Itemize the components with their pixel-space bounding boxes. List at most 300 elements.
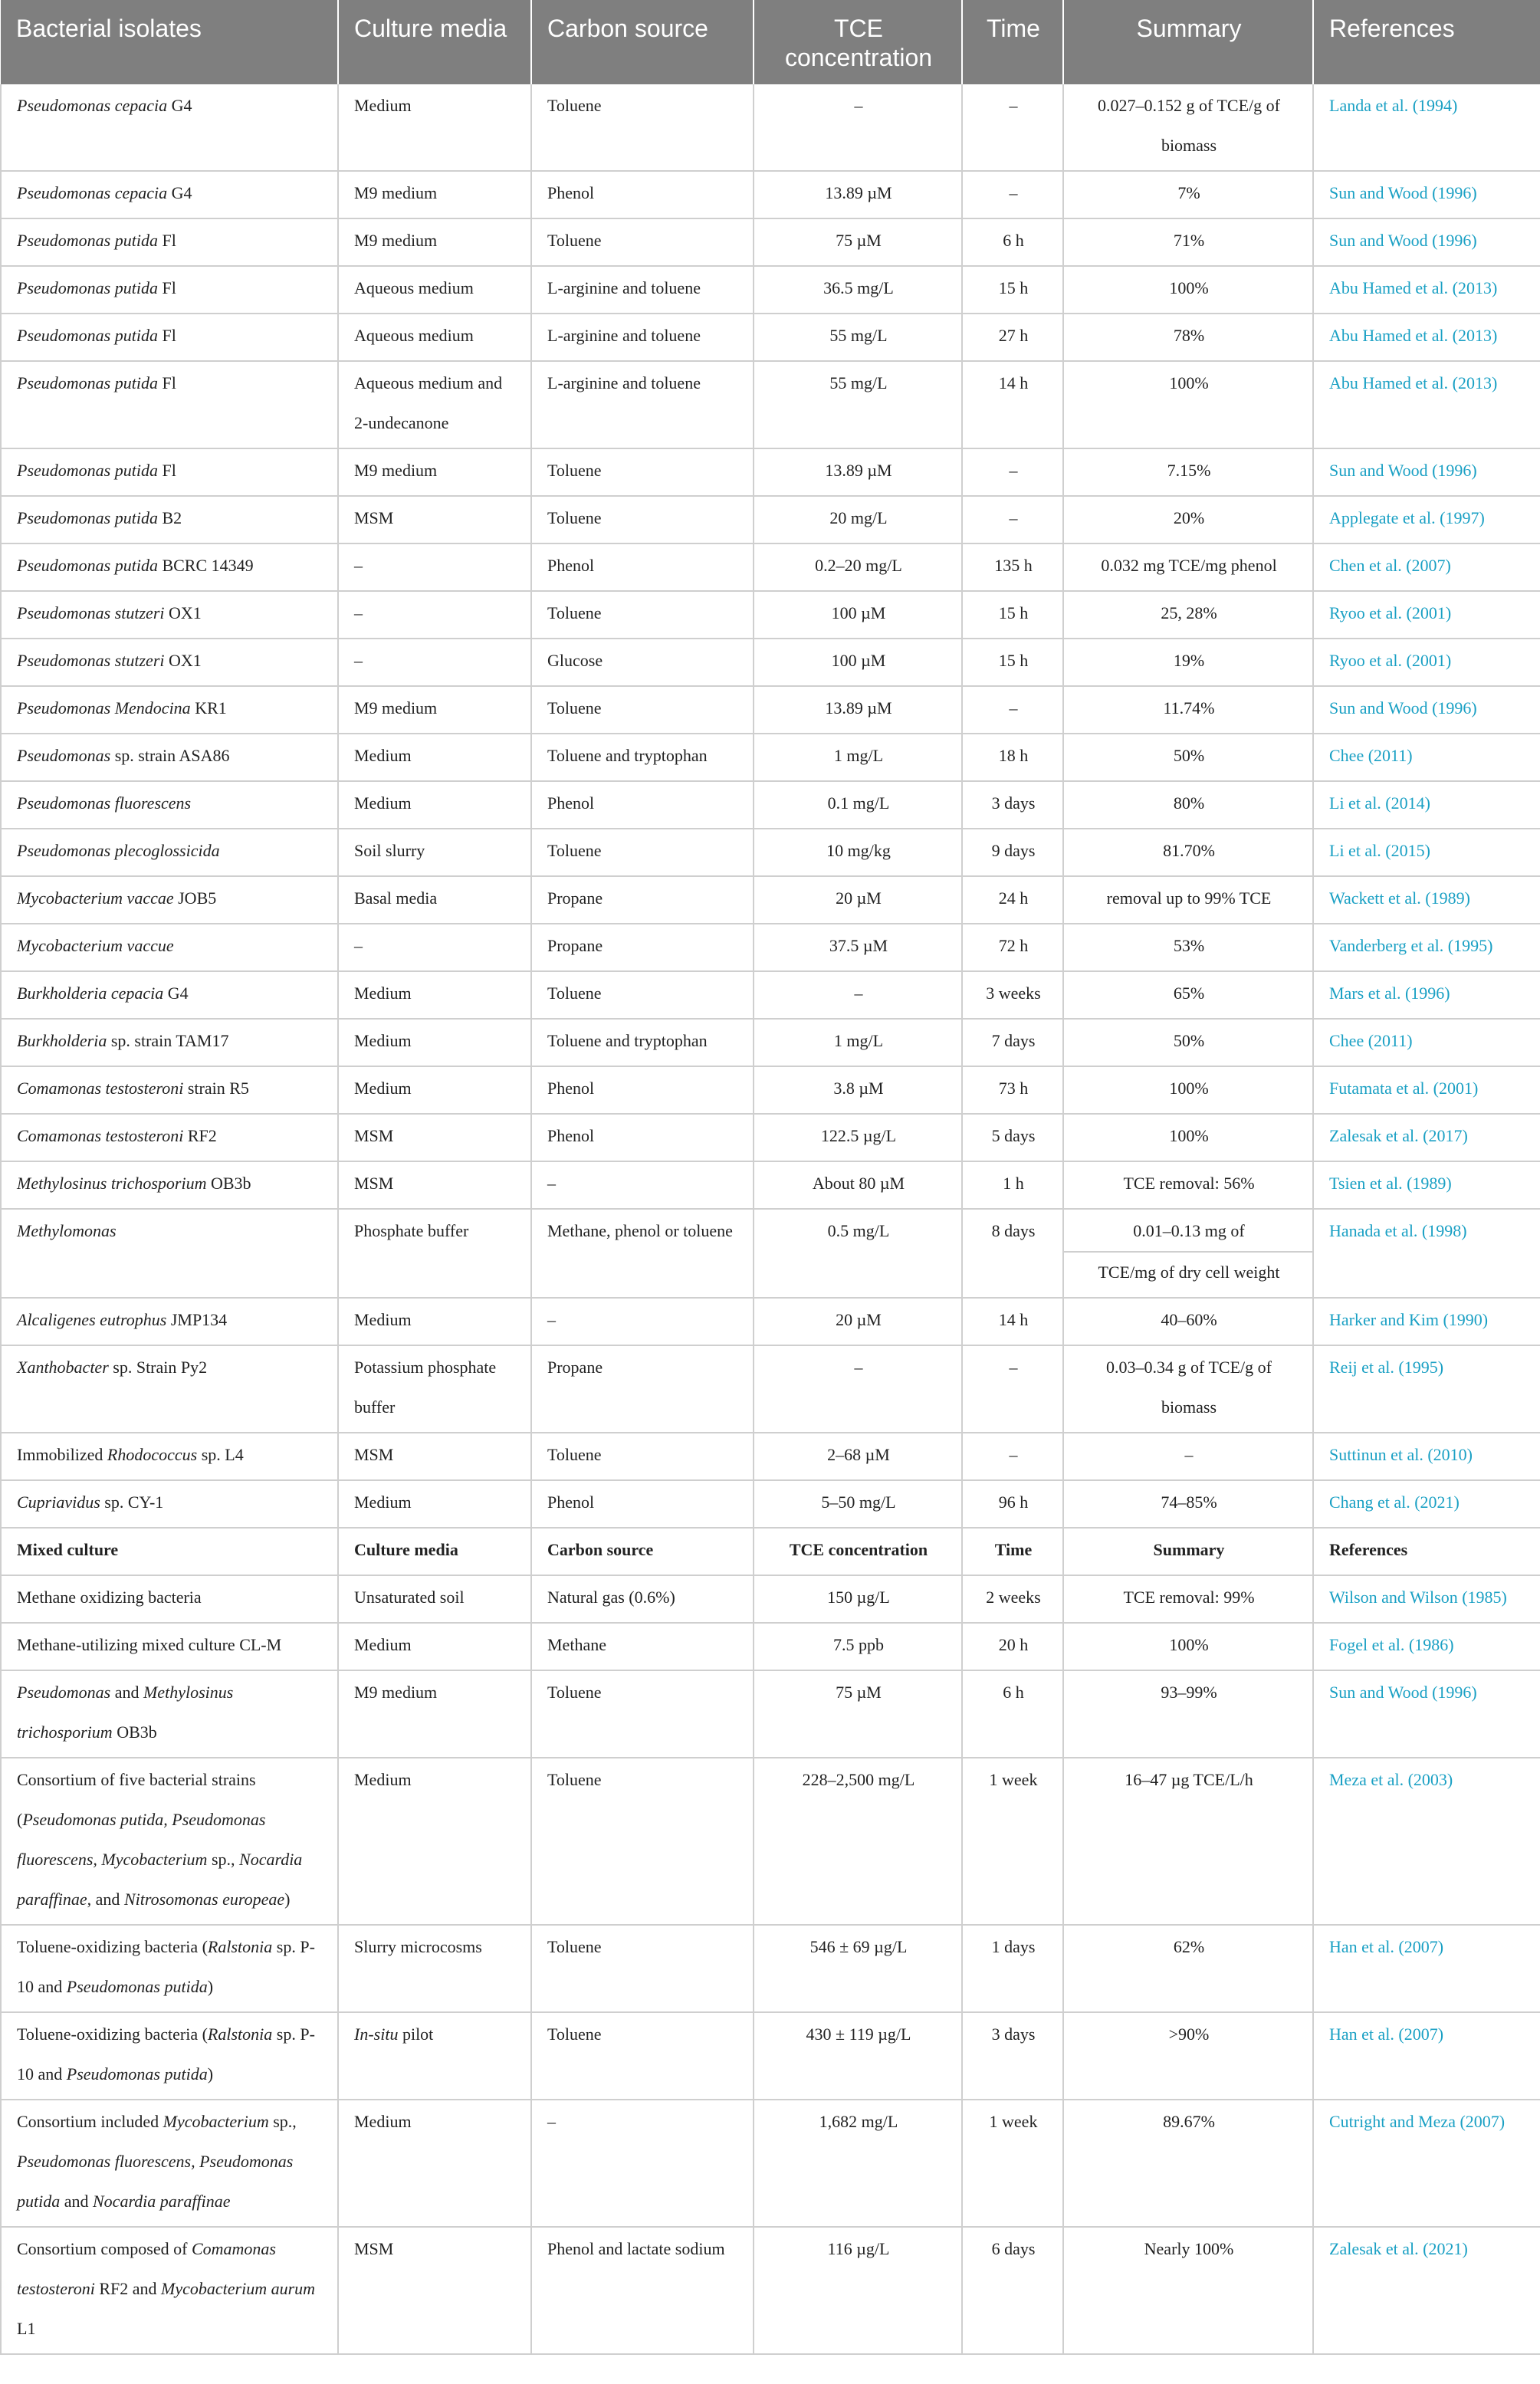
time-cell xyxy=(962,1433,1063,1480)
tce-cell xyxy=(754,1480,962,1528)
tce-text: 546 ± 69 µg/L xyxy=(809,1937,908,1956)
tce-cell xyxy=(754,1209,962,1298)
reference-link[interactable] xyxy=(1313,876,1540,924)
media-cell xyxy=(338,1758,531,1925)
summary-text: 50% xyxy=(1173,746,1205,765)
isolate-cell xyxy=(1,84,338,171)
subheader-media xyxy=(338,1528,531,1575)
reference-link[interactable] xyxy=(1313,971,1540,1019)
media-text: Basal media xyxy=(354,888,438,908)
table-row xyxy=(1,734,1540,781)
media-cell xyxy=(338,1066,531,1114)
carbon-text: Phenol xyxy=(547,183,595,202)
reference-text: Futamata et al. (2001) xyxy=(1329,1079,1479,1098)
reference-link[interactable] xyxy=(1313,1480,1540,1528)
reference-text: Ryoo et al. (2001) xyxy=(1329,651,1452,670)
time-text: 2 weeks xyxy=(986,1588,1041,1607)
tce-text: 0.1 mg/L xyxy=(827,793,890,813)
header-time: Time xyxy=(962,0,1063,84)
isolate-cell xyxy=(1,314,338,361)
summary-text: 100% xyxy=(1169,1126,1209,1145)
reference-link[interactable] xyxy=(1313,829,1540,876)
time-cell xyxy=(962,829,1063,876)
carbon-cell xyxy=(531,1114,754,1161)
summary-text: removal up to 99% TCE xyxy=(1106,888,1272,908)
reference-text: Vanderberg et al. (1995) xyxy=(1329,936,1493,955)
media-cell xyxy=(338,1670,531,1758)
reference-link[interactable] xyxy=(1313,543,1540,591)
reference-link[interactable] xyxy=(1313,1019,1540,1066)
reference-link[interactable] xyxy=(1313,1925,1540,2012)
carbon-cell xyxy=(531,829,754,876)
isolate-cell xyxy=(1,781,338,829)
reference-link[interactable] xyxy=(1313,314,1540,361)
time-text: – xyxy=(1009,508,1018,527)
carbon-cell xyxy=(531,448,754,496)
media-cell xyxy=(338,496,531,543)
time-cell xyxy=(962,1114,1063,1161)
reference-link[interactable] xyxy=(1313,448,1540,496)
time-cell xyxy=(962,1925,1063,2012)
summary-cell xyxy=(1063,734,1313,781)
table-row xyxy=(1,84,1540,171)
summary-text: 81.70% xyxy=(1163,841,1215,860)
tce-text: 0.2–20 mg/L xyxy=(815,556,902,575)
summary-cell xyxy=(1063,1480,1313,1528)
carbon-text: Natural gas (0.6%) xyxy=(547,1588,675,1607)
carbon-cell xyxy=(531,1670,754,1758)
mixed-culture-cell: Consortium composed of Comamonas testosteroni RF2 and Mycobacterium aurum L1 xyxy=(1,2227,338,2354)
tce-cell xyxy=(754,1670,962,1758)
summary-text: 0.032 mg TCE/mg phenol xyxy=(1101,556,1277,575)
media-cell xyxy=(338,314,531,361)
reference-link[interactable] xyxy=(1313,1161,1540,1209)
media-cell xyxy=(338,1623,531,1670)
table-row xyxy=(1,1019,1540,1066)
tce-text: 1 mg/L xyxy=(833,1031,884,1050)
time-cell xyxy=(962,2227,1063,2354)
time-text: 8 days xyxy=(991,1221,1036,1240)
carbon-cell xyxy=(531,591,754,639)
carbon-cell xyxy=(531,496,754,543)
reference-link[interactable] xyxy=(1313,496,1540,543)
time-cell xyxy=(962,496,1063,543)
media-cell xyxy=(338,1209,531,1298)
reference-link[interactable] xyxy=(1313,84,1540,171)
summary-line xyxy=(1079,1253,1299,1292)
reference-link[interactable] xyxy=(1313,1575,1540,1623)
carbon-text: – xyxy=(547,1310,556,1329)
carbon-cell xyxy=(531,876,754,924)
summary-text: 0.03–0.34 g of TCE/g of biomass xyxy=(1106,1358,1272,1417)
time-cell xyxy=(962,266,1063,314)
media-text: Phosphate buffer xyxy=(354,1221,469,1240)
reference-link[interactable] xyxy=(1313,591,1540,639)
carbon-text: Propane xyxy=(547,1358,603,1377)
carbon-cell xyxy=(531,218,754,266)
tce-cell xyxy=(754,1298,962,1345)
carbon-cell xyxy=(531,2227,754,2354)
table-row xyxy=(1,266,1540,314)
isolate-strain: Fl xyxy=(157,326,176,345)
time-text: 1 h xyxy=(1003,1174,1024,1193)
tce-cell xyxy=(754,781,962,829)
tce-cell xyxy=(754,1433,962,1480)
summary-text: 93–99% xyxy=(1161,1683,1217,1702)
isolate-cell xyxy=(1,1114,338,1161)
media-cell xyxy=(338,1345,531,1433)
table-row xyxy=(1,1433,1540,1480)
tce-text: 55 mg/L xyxy=(829,326,888,345)
tce-text: 1 mg/L xyxy=(833,746,884,765)
summary-cell xyxy=(1063,2100,1313,2227)
summary-text: 53% xyxy=(1173,936,1205,955)
time-text: 5 days xyxy=(991,1126,1036,1145)
summary-cell xyxy=(1063,1209,1313,1298)
mixed-culture-cell: Consortium of five bacterial strains (Pseudomonas putida, Pseudomonas fluorescens, Mycobacterium sp., Nocardia paraffinae, and Nitrosomonas europeae) xyxy=(1,1758,338,1925)
time-cell xyxy=(962,84,1063,171)
media-text: Aqueous medium xyxy=(354,326,474,345)
reference-link[interactable] xyxy=(1313,639,1540,686)
reference-text: Abu Hamed et al. (2013) xyxy=(1329,326,1498,345)
tce-text: 1,682 mg/L xyxy=(819,2112,898,2131)
reference-link[interactable] xyxy=(1313,924,1540,971)
isolate-name: Alcaligenes eutrophus xyxy=(17,1310,167,1329)
media-cell xyxy=(338,1480,531,1528)
media-cell xyxy=(338,924,531,971)
carbon-text: L-arginine and toluene xyxy=(547,373,701,392)
tce-text: 20 µM xyxy=(836,1310,882,1329)
table-row xyxy=(1,1298,1540,1345)
summary-text: 74–85% xyxy=(1161,1492,1217,1512)
isolate-name: Rhodococcus xyxy=(107,1445,198,1464)
isolate-name: Comamonas testosteroni xyxy=(17,1126,184,1145)
summary-cell xyxy=(1063,1575,1313,1623)
reference-link[interactable] xyxy=(1313,1670,1540,1758)
media-cell xyxy=(338,361,531,448)
media-text: Medium xyxy=(354,983,412,1003)
summary-cell xyxy=(1063,84,1313,171)
table-row xyxy=(1,829,1540,876)
media-cell xyxy=(338,686,531,734)
summary-cell xyxy=(1063,1623,1313,1670)
time-cell xyxy=(962,876,1063,924)
isolate-cell xyxy=(1,591,338,639)
tce-cell xyxy=(754,686,962,734)
time-cell xyxy=(962,361,1063,448)
isolate-cell xyxy=(1,171,338,218)
subheader-refs xyxy=(1313,1528,1540,1575)
summary-cell xyxy=(1063,1345,1313,1433)
summary-cell xyxy=(1063,171,1313,218)
isolate-strain: sp. strain TAM17 xyxy=(107,1031,229,1050)
subheader-text: Carbon source xyxy=(547,1540,654,1559)
subheader-text: Mixed culture xyxy=(17,1540,119,1559)
isolate-name: Xanthobacter xyxy=(17,1358,109,1377)
isolate-cell xyxy=(1,496,338,543)
carbon-cell xyxy=(531,1345,754,1433)
time-cell xyxy=(962,1161,1063,1209)
summary-cell xyxy=(1063,1161,1313,1209)
summary-cell xyxy=(1063,971,1313,1019)
isolate-name: Mycobacterium vaccae xyxy=(17,888,174,908)
reference-text: Chen et al. (2007) xyxy=(1329,556,1451,575)
time-text: 7 days xyxy=(991,1031,1036,1050)
time-text: 24 h xyxy=(998,888,1029,908)
summary-text: 0.01–0.13 mg of xyxy=(1133,1221,1245,1240)
summary-text: 71% xyxy=(1173,231,1205,250)
tce-text: 100 µM xyxy=(831,603,886,622)
table-row xyxy=(1,171,1540,218)
media-text: MSM xyxy=(354,508,394,527)
table-row xyxy=(1,218,1540,266)
summary-cell xyxy=(1063,924,1313,971)
reference-text: Abu Hamed et al. (2013) xyxy=(1329,278,1498,297)
media-cell xyxy=(338,734,531,781)
reference-text: Chee (2011) xyxy=(1329,746,1413,765)
tce-text: About 80 µM xyxy=(812,1174,905,1193)
header-references: References xyxy=(1313,0,1540,84)
time-cell xyxy=(962,543,1063,591)
media-text: Medium xyxy=(354,746,412,765)
isolate-cell xyxy=(1,448,338,496)
tce-cell xyxy=(754,1758,962,1925)
reference-link[interactable] xyxy=(1313,1209,1540,1298)
time-text: 72 h xyxy=(998,936,1029,955)
reference-text: Zalesak et al. (2017) xyxy=(1329,1126,1468,1145)
isolate-name: Mycobacterium vaccue xyxy=(17,936,174,955)
reference-text: Suttinun et al. (2010) xyxy=(1329,1445,1473,1464)
time-cell xyxy=(962,314,1063,361)
tce-cell xyxy=(754,2012,962,2100)
summary-cell xyxy=(1063,639,1313,686)
reference-link[interactable] xyxy=(1313,1114,1540,1161)
isolate-name: Pseudomonas putida xyxy=(17,278,158,297)
media-text: Medium xyxy=(354,1770,412,1789)
time-cell xyxy=(962,686,1063,734)
carbon-text: Toluene xyxy=(547,698,602,717)
tce-text: 37.5 µM xyxy=(829,936,888,955)
time-text: 1 week xyxy=(989,1770,1038,1789)
tce-text: 20 µM xyxy=(836,888,882,908)
media-cell xyxy=(338,266,531,314)
reference-link[interactable] xyxy=(1313,2012,1540,2100)
tce-cell xyxy=(754,1019,962,1066)
reference-link[interactable] xyxy=(1313,171,1540,218)
media-text: M9 medium xyxy=(354,183,438,202)
table-row xyxy=(1,1925,1540,2012)
time-cell xyxy=(962,639,1063,686)
reference-text: Sun and Wood (1996) xyxy=(1329,183,1477,202)
time-text: – xyxy=(1009,461,1018,480)
summary-text: 7.15% xyxy=(1167,461,1211,480)
summary-text: – xyxy=(1184,1445,1194,1464)
media-text: Medium xyxy=(354,2112,412,2131)
media-cell xyxy=(338,543,531,591)
reference-link[interactable] xyxy=(1313,781,1540,829)
summary-cell xyxy=(1063,1019,1313,1066)
media-text: Potassium phosphate buffer xyxy=(354,1358,497,1417)
table-row xyxy=(1,639,1540,686)
table-row xyxy=(1,591,1540,639)
reference-link[interactable] xyxy=(1313,1298,1540,1345)
summary-cell xyxy=(1063,1925,1313,2012)
carbon-cell xyxy=(531,266,754,314)
tce-text: 75 µM xyxy=(836,1683,882,1702)
carbon-cell xyxy=(531,971,754,1019)
reference-link[interactable] xyxy=(1313,686,1540,734)
reference-link[interactable] xyxy=(1313,734,1540,781)
header-summary: Summary xyxy=(1063,0,1313,84)
table-row xyxy=(1,1066,1540,1114)
reference-text: Abu Hamed et al. (2013) xyxy=(1329,373,1498,392)
tce-cell xyxy=(754,171,962,218)
summary-cell xyxy=(1063,496,1313,543)
carbon-cell xyxy=(531,543,754,591)
isolate-cell xyxy=(1,1433,338,1480)
isolate-name: Pseudomonas putida xyxy=(17,556,158,575)
summary-text: 0.027–0.152 g of TCE/g of biomass xyxy=(1098,96,1280,155)
reference-text: Han et al. (2007) xyxy=(1329,1937,1444,1956)
carbon-cell xyxy=(531,361,754,448)
reference-link[interactable] xyxy=(1313,1066,1540,1114)
table-row xyxy=(1,876,1540,924)
isolate-cell xyxy=(1,924,338,971)
time-text: 9 days xyxy=(991,841,1036,860)
summary-text: TCE removal: 56% xyxy=(1123,1174,1255,1193)
tce-text: 122.5 µg/L xyxy=(820,1126,897,1145)
media-cell xyxy=(338,1161,531,1209)
table-row xyxy=(1,496,1540,543)
mixed-culture-cell: Toluene-oxidizing bacteria (Ralstonia sp. P-10 and Pseudomonas putida) xyxy=(1,1925,338,2012)
tce-cell xyxy=(754,876,962,924)
summary-text: 100% xyxy=(1169,1079,1209,1098)
media-cell xyxy=(338,781,531,829)
media-text: M9 medium xyxy=(354,698,438,717)
carbon-text: Propane xyxy=(547,888,603,908)
carbon-text: L-arginine and toluene xyxy=(547,278,701,297)
tce-text: 150 µg/L xyxy=(827,1588,890,1607)
media-text: Medium xyxy=(354,793,412,813)
carbon-text: Toluene xyxy=(547,1683,602,1702)
carbon-cell xyxy=(531,686,754,734)
reference-link[interactable] xyxy=(1313,1345,1540,1433)
media-cell xyxy=(338,971,531,1019)
isolate-cell xyxy=(1,361,338,448)
time-text: 15 h xyxy=(998,278,1029,297)
reference-link[interactable] xyxy=(1313,1623,1540,1670)
reference-link[interactable] xyxy=(1313,266,1540,314)
summary-cell xyxy=(1063,1433,1313,1480)
reference-link[interactable] xyxy=(1313,2227,1540,2354)
tce-cell xyxy=(754,1623,962,1670)
table-row xyxy=(1,781,1540,829)
reference-text: Applegate et al. (1997) xyxy=(1329,508,1485,527)
carbon-text: Phenol xyxy=(547,1079,595,1098)
time-cell xyxy=(962,924,1063,971)
isolate-name: Pseudomonas plecoglossicida xyxy=(17,841,220,860)
isolate-strain: Fl xyxy=(157,231,176,250)
isolate-name: Pseudomonas putida xyxy=(17,461,158,480)
reference-text: Tsien et al. (1989) xyxy=(1329,1174,1452,1193)
media-text: M9 medium xyxy=(354,461,438,480)
tce-text: 3.8 µM xyxy=(833,1079,884,1098)
time-cell xyxy=(962,781,1063,829)
tce-cell xyxy=(754,924,962,971)
isolate-strain: G4 xyxy=(167,183,192,202)
time-text: 14 h xyxy=(998,373,1029,392)
isolate-cell xyxy=(1,1298,338,1345)
subheader-text: Summary xyxy=(1153,1540,1225,1559)
isolate-prefix: Immobilized xyxy=(17,1445,107,1464)
media-text: M9 medium xyxy=(354,231,438,250)
tce-text: 7.5 ppb xyxy=(833,1635,884,1654)
reference-text: Sun and Wood (1996) xyxy=(1329,1683,1477,1702)
media-cell xyxy=(338,2100,531,2227)
subheader-time xyxy=(962,1528,1063,1575)
isolate-name: Pseudomonas putida xyxy=(17,326,158,345)
reference-text: Cutright and Meza (2007) xyxy=(1329,2112,1506,2131)
reference-text: Hanada et al. (1998) xyxy=(1329,1221,1467,1240)
reference-link[interactable] xyxy=(1313,2100,1540,2227)
media-text: Medium xyxy=(354,1635,412,1654)
carbon-text: Toluene xyxy=(547,983,602,1003)
isolate-strain: strain R5 xyxy=(183,1079,249,1098)
media-text: Medium xyxy=(354,1079,412,1098)
isolate-cell xyxy=(1,686,338,734)
reference-text: Han et al. (2007) xyxy=(1329,2024,1444,2044)
time-text: 73 h xyxy=(998,1079,1029,1098)
summary-cell xyxy=(1063,1670,1313,1758)
reference-text: Harker and Kim (1990) xyxy=(1329,1310,1489,1329)
reference-link[interactable] xyxy=(1313,1433,1540,1480)
summary-cell xyxy=(1063,448,1313,496)
media-text: M9 medium xyxy=(354,1683,438,1702)
time-text: – xyxy=(1009,1358,1018,1377)
media-cell xyxy=(338,1019,531,1066)
isolate-name: Burkholderia cepacia xyxy=(17,983,164,1003)
reference-link[interactable] xyxy=(1313,361,1540,448)
reference-link[interactable] xyxy=(1313,1758,1540,1925)
time-cell xyxy=(962,1019,1063,1066)
tce-text: – xyxy=(854,1358,863,1377)
reference-link[interactable] xyxy=(1313,218,1540,266)
table-row xyxy=(1,1114,1540,1161)
isolate-strain: OX1 xyxy=(164,651,202,670)
tce-cell xyxy=(754,1345,962,1433)
carbon-cell xyxy=(531,2012,754,2100)
carbon-text: Methane xyxy=(547,1635,606,1654)
time-text: 3 weeks xyxy=(986,983,1041,1003)
media-text: Medium xyxy=(354,96,412,115)
carbon-text: Phenol xyxy=(547,1492,595,1512)
media-text: – xyxy=(354,556,363,575)
time-text: 135 h xyxy=(994,556,1033,575)
isolate-name: Pseudomonas stutzeri xyxy=(17,603,165,622)
tce-text: 228–2,500 mg/L xyxy=(802,1770,915,1789)
tce-cell xyxy=(754,218,962,266)
carbon-cell xyxy=(531,314,754,361)
media-cell xyxy=(338,2227,531,2354)
isolate-strain: sp. strain ASA86 xyxy=(110,746,230,765)
media-text: Slurry microcosms xyxy=(354,1937,482,1956)
time-text: – xyxy=(1009,1445,1018,1464)
carbon-text: Toluene xyxy=(547,1937,602,1956)
subheader-text: TCE concentration xyxy=(789,1540,928,1559)
table-row xyxy=(1,314,1540,361)
isolate-cell xyxy=(1,829,338,876)
subheader-carbon xyxy=(531,1528,754,1575)
